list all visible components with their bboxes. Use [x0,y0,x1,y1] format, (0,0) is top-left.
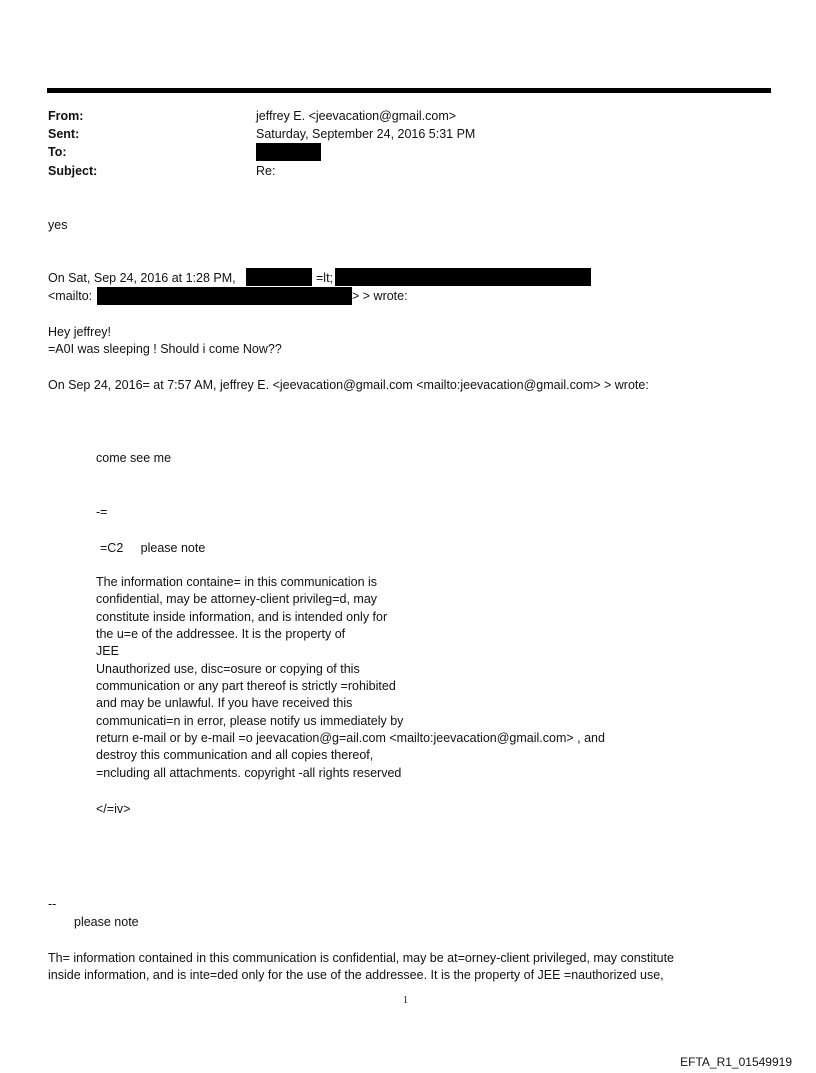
disclaimer-line: constitute inside information, and is intended only for [96,610,388,624]
come-see-me: come see me [96,451,172,465]
mailto-redaction [97,287,352,305]
quote1-line1: On Sat, Sep 24, 2016 at 1:28 PM, [48,271,236,285]
quote2-header: On Sep 24, 2016= at 7:57 AM, jeffrey E. <jeevacation@gmail.com <mailto:jeevacation@gmail.com> > wrote: [48,378,649,392]
footer-disclaimer-line-1: Th= information contained in this communication is confidential, may be at=orney-client privileged, may constitute [48,951,675,965]
footer-note: please note [74,915,139,929]
disclaimer-line: return e-mail or by e-mail =o jeevacation@g=ail.com <mailto:jeevacation@gmail.com> , and [96,731,605,745]
header-rule [47,88,771,93]
disclaimer-line: =ncluding all attachments. copyright -all rights reserved [96,766,402,780]
disclaimer-line: communicati=n in error, please notify us immediately by [96,714,404,728]
disclaimer-line: and may be unlawful. If you have received this [96,696,353,710]
reply-text: yes [48,218,68,232]
sender-email-redaction [335,268,591,286]
signature-dash: -= [96,505,108,519]
disclaimer-line: The information containe= in this communication is [96,575,378,589]
to-label: To: [48,145,67,159]
page-number: 1 [403,995,408,1006]
subject-value: Re: [256,164,276,178]
quote1-wrote: > > wrote: [352,289,408,303]
sender-name-redaction [246,268,312,286]
quote1-lt: =lt; [316,271,334,285]
disclaimer-line: Unauthorized use, disc=osure or copying of this [96,662,360,676]
disclaimer-line: confidential, may be attorney-client privileg=d, may [96,592,378,606]
footer-dash: -- [48,897,57,911]
from-value: jeffrey E. <jeevacation@gmail.com> [256,109,457,123]
footer-disclaimer-line-2: inside information, and is inte=ded only for the use of the addressee. It is the property of JEE =nauthorized use, [48,968,664,982]
message-line-2: =A0I was sleeping ! Should i come Now?? [48,342,282,356]
disclaimer-line: destroy this communication and all copies thereof, [96,748,374,762]
to-redaction [256,143,321,161]
bates-number: EFTA_R1_01549919 [680,1055,792,1069]
disclaimer-line: JEE [96,644,119,658]
sent-value: Saturday, September 24, 2016 5:31 PM [256,127,476,141]
from-label: From: [48,109,84,123]
subject-label: Subject: [48,164,98,178]
closing-tag: </=iv> [96,802,131,816]
message-line-1: Hey jeffrey! [48,325,111,339]
quote1-mailto: <mailto: [48,289,93,303]
signature-note: =C2 please note [100,541,206,555]
sent-label: Sent: [48,127,80,141]
disclaimer-line: communication or any part thereof is strictly =rohibited [96,679,396,693]
disclaimer-line: the u=e of the addressee. It is the property of [96,627,346,641]
